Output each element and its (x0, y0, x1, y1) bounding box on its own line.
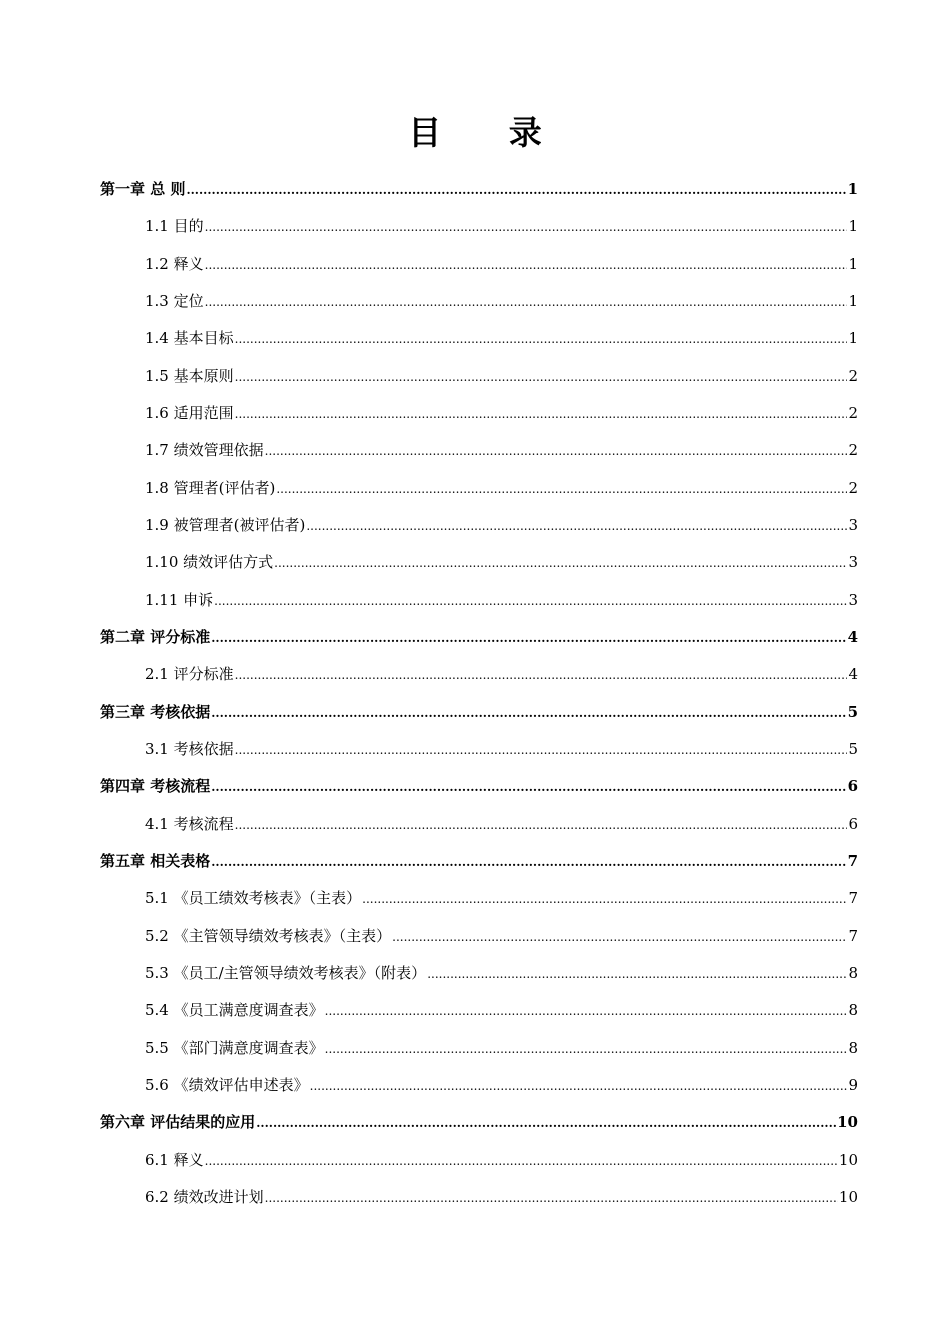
toc-entry-title: 6.1 释义 (145, 1150, 204, 1169)
toc-entry-title: 5.1 《员工绩效考核表》（主表） (145, 889, 362, 908)
toc-entry-title: 第三章 考核依据 (100, 702, 211, 721)
toc-section-entry[interactable] (100, 582, 858, 619)
toc-page-number: 10 (837, 1113, 858, 1132)
toc-page-number: 5 (847, 702, 858, 721)
toc-dot-leader (214, 582, 847, 620)
toc-page-number: 10 (838, 1150, 858, 1169)
toc-list (100, 171, 858, 1216)
toc-page-number: 8 (848, 1038, 858, 1057)
toc-page-number: 6 (848, 814, 858, 833)
toc-section-entry[interactable] (100, 544, 858, 581)
toc-entry-title: 1.10 绩效评估方式 (145, 553, 274, 572)
toc-page-number: 7 (848, 889, 858, 908)
toc-page-number: 1 (848, 217, 858, 236)
toc-dot-leader (325, 1030, 848, 1068)
toc-page-number: 6 (847, 777, 858, 796)
toc-section-entry[interactable] (100, 992, 858, 1029)
toc-dot-leader (265, 432, 848, 470)
toc-dot-leader (392, 918, 847, 956)
toc-dot-leader (306, 507, 847, 545)
toc-dot-leader (235, 358, 848, 396)
toc-dot-leader (235, 806, 848, 844)
toc-page-number: 1 (848, 291, 858, 310)
toc-dot-leader (205, 283, 848, 321)
toc-dot-leader (211, 768, 846, 806)
toc-entry-title: 5.6 《绩效评估申述表》 (145, 1075, 309, 1094)
toc-entry-title: 2.1 评分标准 (145, 665, 234, 684)
toc-page-number: 2 (848, 403, 858, 422)
toc-chapter-entry[interactable] (100, 843, 858, 880)
toc-dot-leader (310, 1067, 848, 1105)
toc-entry-title: 第六章 评估结果的应用 (100, 1113, 256, 1132)
toc-page-number: 3 (848, 515, 858, 534)
toc-entry-title: 第五章 相关表格 (100, 851, 211, 870)
toc-chapter-entry[interactable] (100, 694, 858, 731)
toc-dot-leader (235, 731, 848, 769)
toc-page-number: 3 (848, 590, 858, 609)
toc-dot-leader (205, 1142, 838, 1180)
toc-entry-title: 4.1 考核流程 (145, 814, 234, 833)
toc-entry-title: 5.4 《员工满意度调查表》 (145, 1001, 324, 1020)
toc-entry-title: 1.7 绩效管理依据 (145, 441, 264, 460)
toc-entry-title: 5.2 《主管领导绩效考核表》（主表） (145, 926, 392, 945)
toc-entry-title: 6.2 绩效改进计划 (145, 1187, 264, 1206)
toc-section-entry[interactable] (100, 246, 858, 283)
toc-section-entry[interactable] (100, 1067, 858, 1104)
toc-page-number: 7 (847, 851, 858, 870)
toc-section-entry[interactable] (100, 432, 858, 469)
toc-section-entry[interactable] (100, 918, 858, 955)
toc-page-number: 8 (848, 963, 858, 982)
toc-section-entry[interactable] (100, 395, 858, 432)
toc-section-entry[interactable] (100, 1179, 858, 1216)
toc-entry-title: 1.6 适用范围 (145, 403, 234, 422)
toc-page-number: 5 (848, 739, 858, 758)
toc-entry-title: 1.5 基本原则 (145, 366, 234, 385)
toc-entry-title: 第四章 考核流程 (100, 777, 211, 796)
toc-page-number: 3 (848, 553, 858, 572)
toc-dot-leader (211, 619, 846, 657)
toc-section-entry[interactable] (100, 955, 858, 992)
toc-section-entry[interactable] (100, 470, 858, 507)
toc-section-entry[interactable] (100, 208, 858, 245)
toc-dot-leader (235, 395, 848, 433)
toc-entry-title: 第二章 评分标准 (100, 627, 211, 646)
toc-dot-leader (362, 880, 847, 918)
toc-chapter-entry[interactable] (100, 768, 858, 805)
toc-dot-leader (276, 470, 847, 508)
toc-page-number: 8 (848, 1001, 858, 1020)
toc-section-entry[interactable] (100, 1142, 858, 1179)
toc-section-entry[interactable] (100, 507, 858, 544)
toc-dot-leader (205, 246, 848, 284)
toc-page-number: 4 (847, 627, 858, 646)
toc-section-entry[interactable] (100, 880, 858, 917)
toc-entry-title: 1.4 基本目标 (145, 329, 234, 348)
toc-page-number: 1 (848, 329, 858, 348)
toc-entry-title: 1.8 管理者(评估者) (145, 478, 276, 497)
toc-dot-leader (186, 171, 846, 209)
toc-dot-leader (325, 992, 848, 1030)
toc-dot-leader (256, 1104, 836, 1142)
toc-dot-leader (427, 955, 847, 993)
toc-dot-leader (235, 320, 848, 358)
toc-section-entry[interactable] (100, 358, 858, 395)
toc-entry-title: 第一章 总 则 (100, 180, 186, 198)
toc-section-entry[interactable] (100, 1030, 858, 1067)
toc-entry-title: 3.1 考核依据 (145, 739, 234, 758)
toc-chapter-entry[interactable] (100, 171, 858, 208)
toc-entry-title: 5.5 《部门满意度调查表》 (145, 1038, 324, 1057)
toc-dot-leader (265, 1179, 838, 1217)
toc-entry-title: 5.3 《员工/主管领导绩效考核表》（附表） (145, 963, 427, 982)
toc-page-number: 1 (847, 180, 858, 198)
toc-entry-title: 1.1 目的 (145, 217, 204, 236)
toc-chapter-entry[interactable] (100, 1104, 858, 1141)
toc-page-number: 7 (848, 926, 858, 945)
toc-dot-leader (274, 544, 847, 582)
toc-entry-title: 1.11 申诉 (145, 590, 214, 609)
toc-title: 目 录 (408, 113, 570, 152)
toc-section-entry[interactable] (100, 283, 858, 320)
toc-dot-leader (205, 208, 848, 246)
toc-page-number: 2 (848, 366, 858, 385)
toc-entry-title: 1.9 被管理者(被评估者) (145, 515, 306, 534)
toc-dot-leader (235, 656, 848, 694)
toc-page-number: 2 (848, 441, 858, 460)
toc-page-number: 4 (848, 665, 858, 684)
toc-section-entry[interactable] (100, 656, 858, 693)
toc-page-number: 2 (848, 478, 858, 497)
toc-chapter-entry[interactable] (100, 619, 858, 656)
toc-section-entry[interactable] (100, 320, 858, 357)
toc-page-number: 9 (848, 1075, 858, 1094)
toc-section-entry[interactable] (100, 806, 858, 843)
toc-entry-title: 1.2 释义 (145, 254, 204, 273)
toc-page-number: 10 (838, 1187, 858, 1206)
toc-dot-leader (211, 694, 846, 732)
toc-entry-title: 1.3 定位 (145, 291, 204, 310)
toc-page-number: 1 (848, 254, 858, 273)
toc-section-entry[interactable] (100, 731, 858, 768)
toc-dot-leader (211, 843, 846, 881)
